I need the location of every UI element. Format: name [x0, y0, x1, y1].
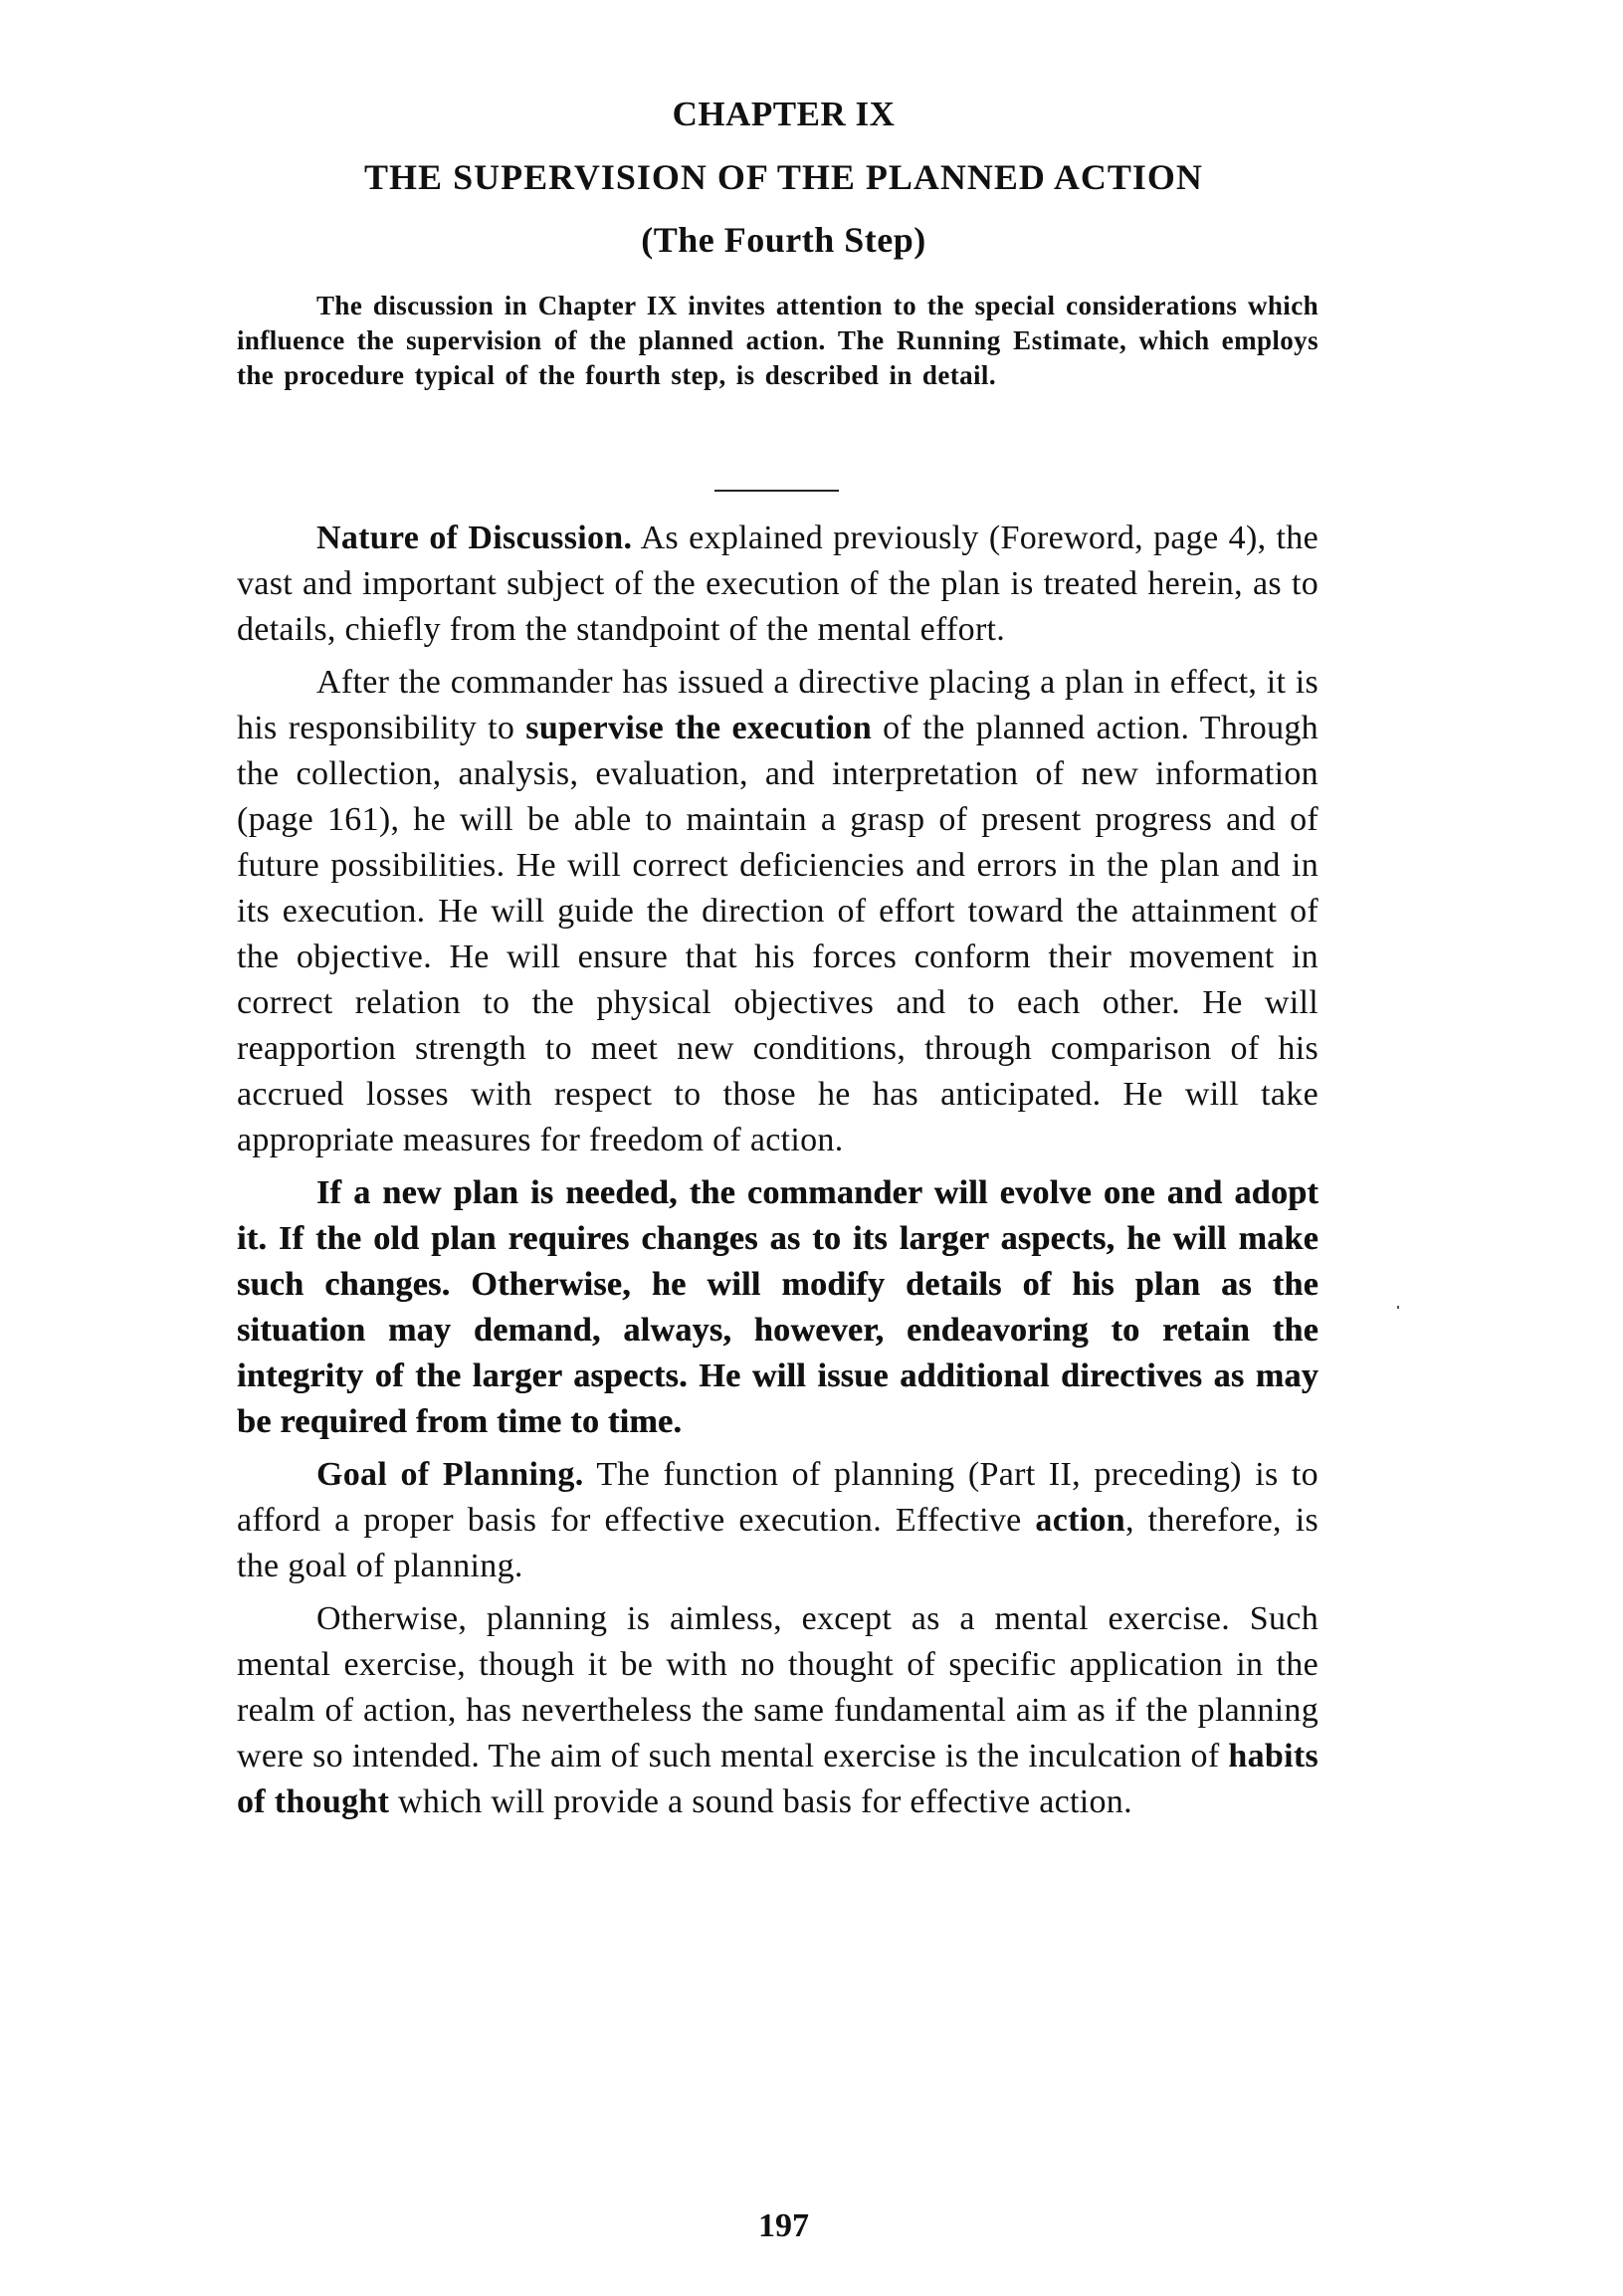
summary-text-2: which employs the procedure typical of the fourth step, is described in detail. — [237, 325, 1319, 390]
summary-emphasis: The Running Estimate, — [837, 325, 1127, 355]
run-in-heading: Goal of Planning. — [316, 1456, 584, 1493]
paragraph-text: , therefore, is the goal of planning. — [237, 1502, 1319, 1584]
chapter-title: THE SUPERVISION OF THE PLANNED ACTION — [364, 157, 1203, 197]
bold-phrase: habits of thought — [237, 1738, 1319, 1820]
paragraph-goal-of-planning — [237, 1452, 1319, 1589]
paragraph-mental-exercise — [237, 1596, 1319, 1825]
paragraph-text: As explained previously (Foreword, page 4), the vast and important subject of the execution of the plan is treated herein, as to details, chiefly from the standpoint of the mental effort. — [237, 520, 1319, 648]
body-text — [237, 516, 1319, 1832]
paragraph-text: The function of planning (Part II, preceding) is to afford a proper basis for effective execution. Effective — [237, 1456, 1319, 1539]
section-divider-rule — [714, 490, 839, 492]
paragraph-text: If a new plan is needed, the commander will evolve one and adopt it. If the old plan requires changes as to its larger aspects, he will make such changes. Otherwise, he will modify details of his plan as the situation may demand, always, however, endeavoring to retain the integrity of the larger aspects. He will issue additional directives as may be required from time to time. — [237, 1174, 1319, 1440]
chapter-subtitle: (The Fourth Step) — [641, 220, 926, 260]
paragraph-text: Otherwise, planning is aimless, except as a mental exercise. Such mental exercise, though it be with no thought of specific application in the realm of action, has nevertheless the same fundamental aim as if the planning were so intended. The aim of such mental exercise is the inculcation of — [237, 1600, 1319, 1774]
paragraph-supervise — [237, 660, 1319, 1163]
chapter-summary — [237, 289, 1319, 393]
summary-text-1: The discussion in Chapter IX invites attention to the special considerations which influence the supervision of the planned action. — [237, 291, 1319, 355]
paragraph-text: of the planned action. Through the collection, analysis, evaluation, and interpretation of new information (page 161), he will be able to maintain a grasp of present progress and of future possibilities. He will correct deficiencies and errors in the plan and in its execution. He will guide the direction of effort toward the attainment of the objective. He will ensure that his forces conform their movement in correct relation to the physical objectives and to each other. He will reapportion strength to meet new conditions, through comparison of his accrued losses with respect to those he has anticipated. He will take appropriate measures for freedom of action. — [237, 710, 1319, 1158]
bold-phrase: action — [1035, 1502, 1125, 1539]
chapter-label: CHAPTER IX — [672, 95, 896, 133]
bold-phrase: supervise the execution — [525, 710, 873, 746]
paragraph-text: which will provide a sound basis for effective action. — [389, 1783, 1132, 1820]
paragraph-nature-of-discussion — [237, 516, 1319, 653]
page-number: 197 — [758, 2207, 809, 2244]
paragraph-text: After the commander has issued a directive placing a plan in effect, it is his responsibility to — [237, 664, 1319, 746]
run-in-heading: Nature of Discussion. — [316, 520, 633, 556]
paragraph-new-plan — [237, 1170, 1319, 1445]
scan-artifact — [1397, 1306, 1399, 1309]
